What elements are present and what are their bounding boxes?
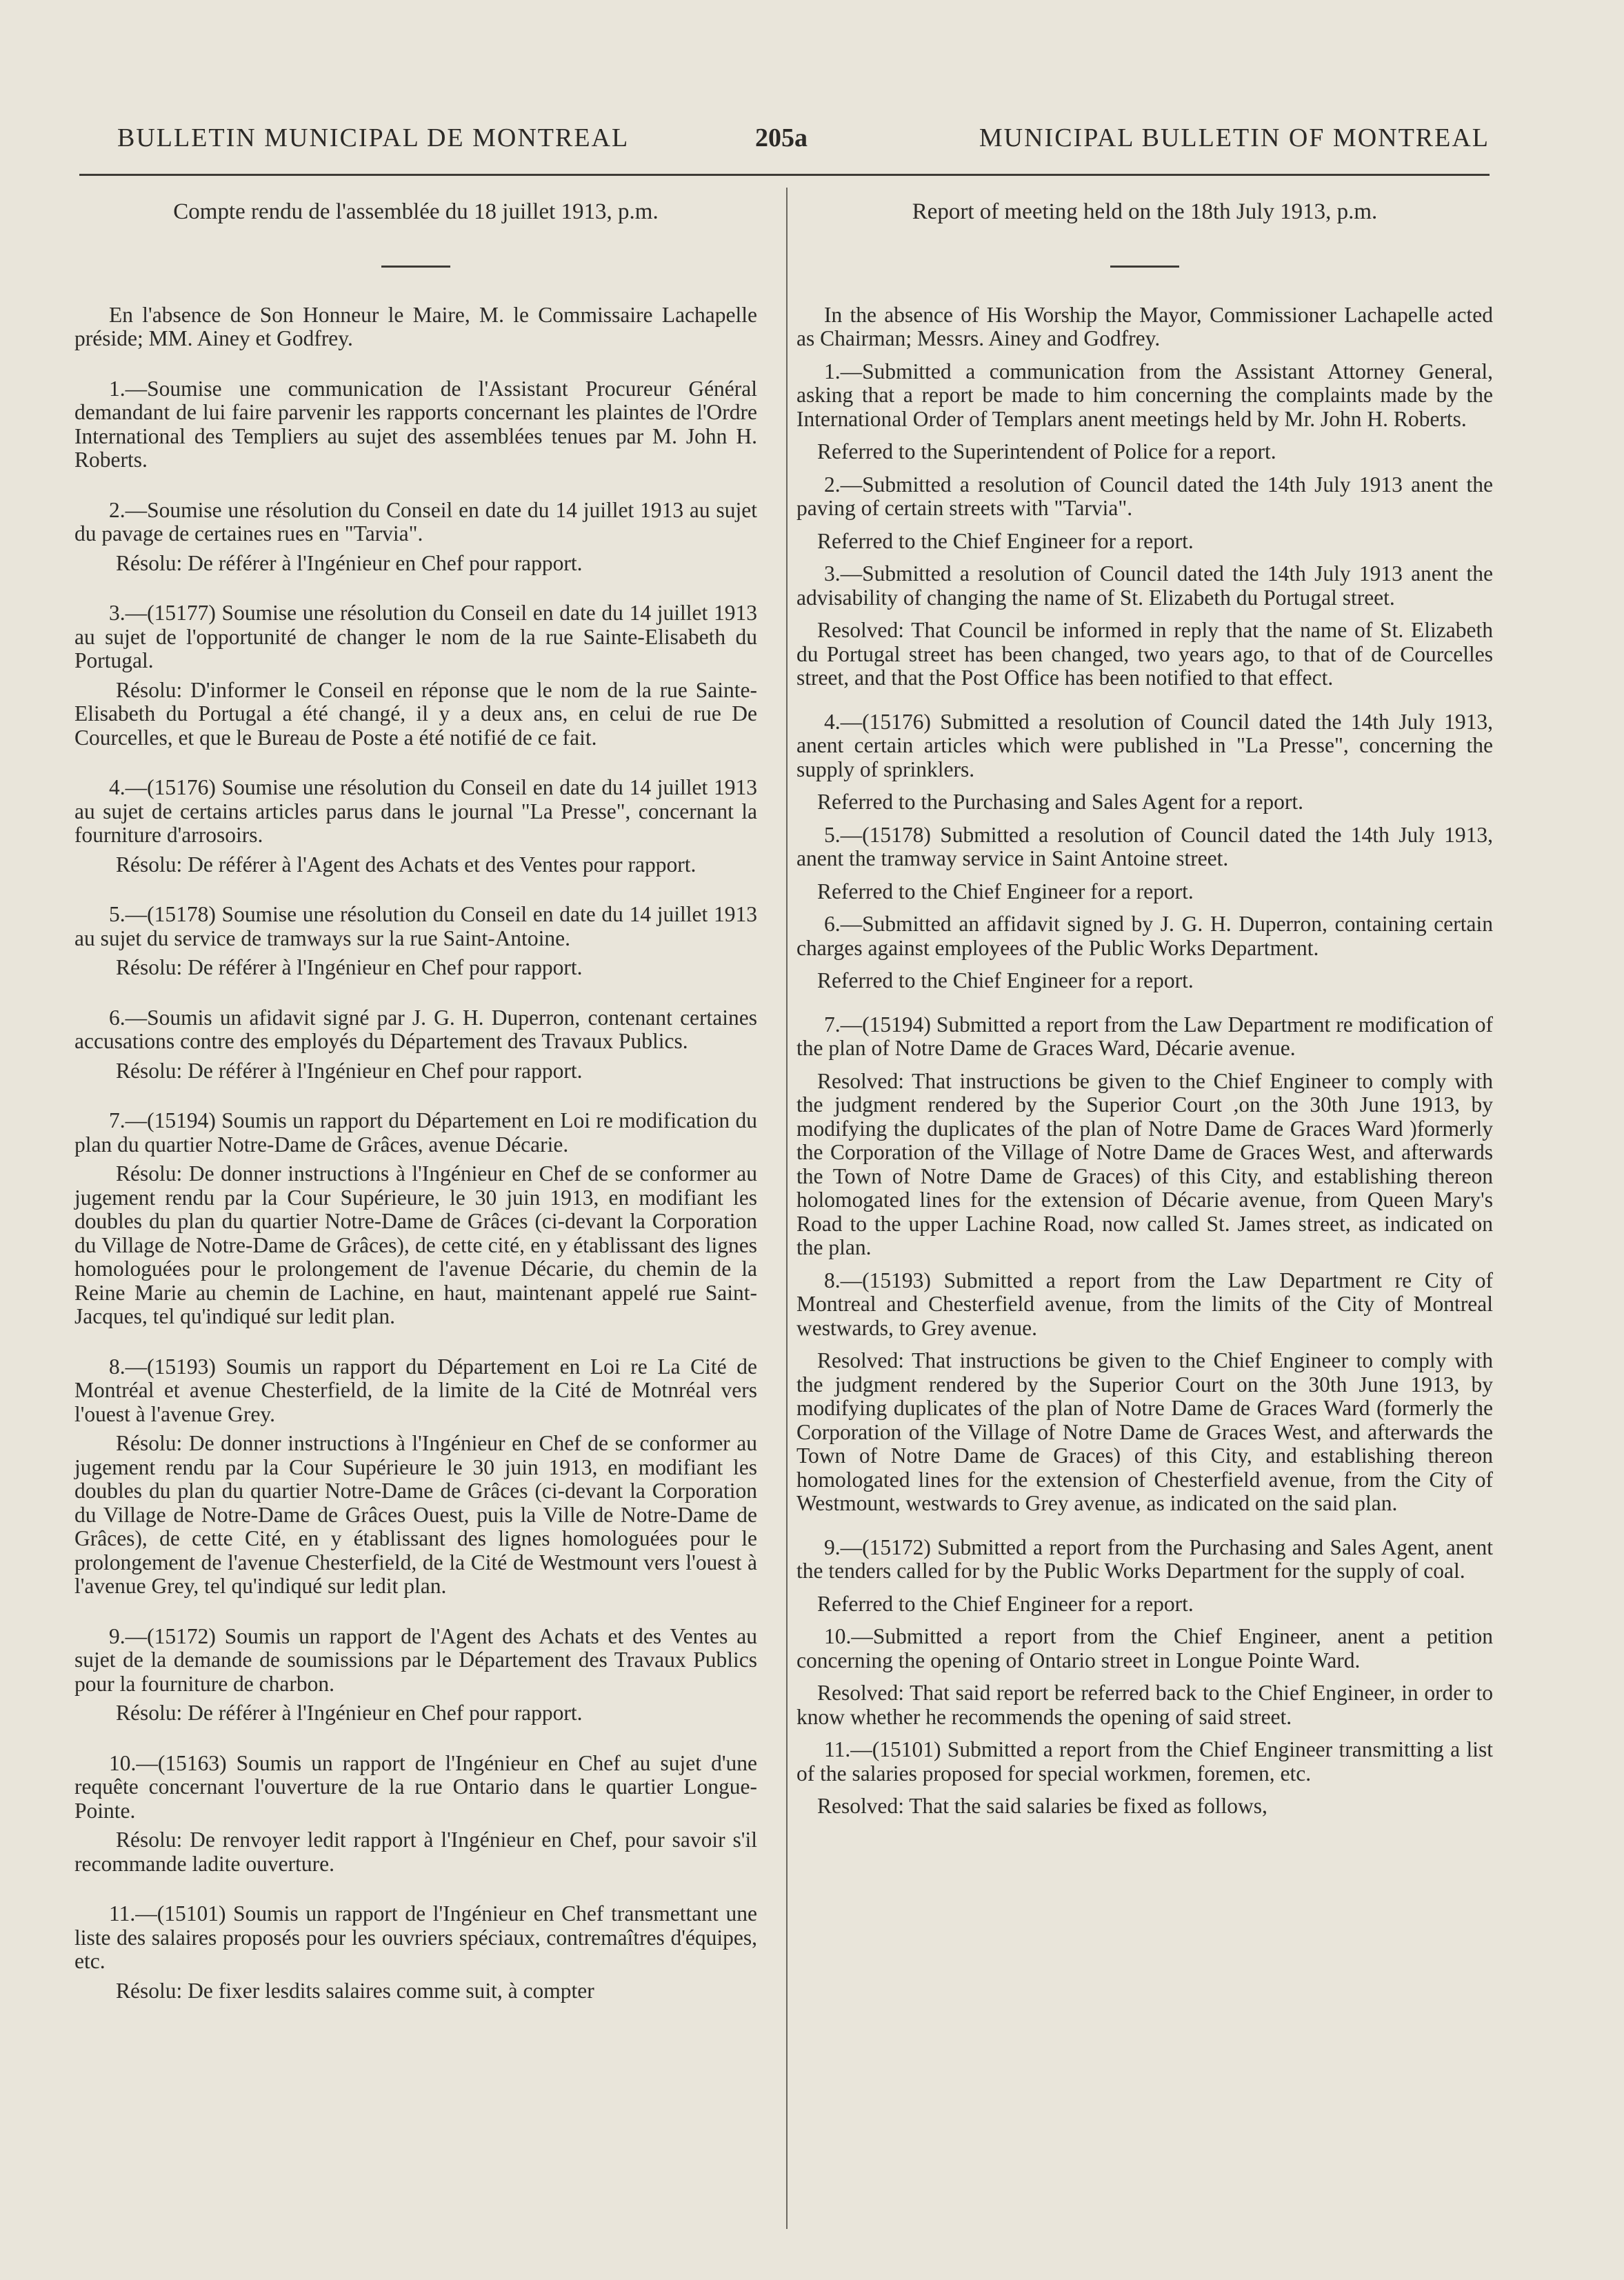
french-column <box>74 200 757 2029</box>
french-item-8: 8.—(15193) Soumis un rapport du Département en Loi re La Cité de Montréal et avenue Chesterfield, de la limite de la Cité de Motnréal vers l'ouest à l'avenue Grey. <box>74 1354 757 1426</box>
french-resolution-3: Résolu: D'informer le Conseil en réponse que le nom de la rue Sainte-Elisabeth du Portugal a été changé, il y a deux ans, en celui de rue De Courcelles, et que le Bureau de Poste a été notifié de ce fait. <box>74 677 757 750</box>
english-gap <box>796 699 1493 710</box>
french-item-5: 5.—(15178) Soumise une résolution du Conseil en date du 14 juillet 1913 au sujet du service de tramways sur la rue Saint-Antoine. <box>74 902 757 950</box>
french-item-2: 2.—Soumise une résolution du Conseil en date du 14 juillet 1913 au sujet du pavage de certaines rues en "Tarvia". <box>74 497 757 546</box>
english-resolution-2: Referred to the Chief Engineer for a report. <box>817 528 1194 553</box>
page-number: 205a <box>755 123 808 152</box>
english-resolution-1: Referred to the Superintendent of Police for a report. <box>817 439 1276 463</box>
header-title-english: MUNICIPAL BULLETIN OF MONTREAL <box>979 123 1490 152</box>
english-intro: In the absence of His Worship the Mayor, Commissioner Lachapelle acted as Chairman; Messrs. Ainey and Godfrey. <box>796 302 1493 350</box>
english-item-4: 4.—(15176) Submitted a resolution of Council dated the 14th July 1913, anent certain articles which were published in "La Presse", concerning the supply of sprinklers. <box>796 709 1493 781</box>
english-resolution-3: Resolved: That Council be informed in reply that the name of St. Elizabeth du Portugal street has been changed, two years ago, to that of de Courcelles street, and that the Post Office has been notified to that effect. <box>796 618 1493 690</box>
english-gap <box>796 1525 1493 1536</box>
english-item-5: 5.—(15178) Submitted a resolution of Council dated the 14th July 1913, anent the tramway service in Saint Antoine street. <box>796 822 1493 870</box>
french-item-4: 4.—(15176) Soumise une résolution du Conseil en date du 14 juillet 1913 au sujet de certains articles parus dans le journal "La Presse", concernant la fourniture d'arrosoirs. <box>74 775 757 847</box>
english-resolution-11: Resolved: That the said salaries be fixed as follows, <box>817 1794 1267 1818</box>
french-resolution-6: Résolu: De référer à l'Ingénieur en Chef pour rapport. <box>116 1058 583 1083</box>
english-resolution-5: Referred to the Chief Engineer for a report. <box>817 879 1194 903</box>
english-resolution-4: Referred to the Purchasing and Sales Agent for a report. <box>817 790 1304 814</box>
english-item-2: 2.—Submitted a resolution of Council dated the 14th July 1913 anent the paving of certain streets with "Tarvia". <box>796 472 1493 520</box>
english-item-10: 10.—Submitted a report from the Chief Engineer, anent a petition concerning the opening of Ontario street in Longue Pointe Ward. <box>796 1624 1493 1672</box>
french-intro: En l'absence de Son Honneur le Maire, M. le Commissaire Lachapelle préside; MM. Ainey et Godfrey. <box>74 302 757 350</box>
english-resolution-8: Resolved: That instructions be given to the Chief Engineer to comply with the judgment rendered by the Superior Court on the 30th June 1913, by modifying duplicates of the plan of Notre Dame de Graces Ward (formerly the Corporation of the Village of Notre Dame de Graces West, and afterwards the Town of Notre Dame de Graces) of this City, and establishing thereon homologated lines for the extension of Chesterfield avenue, from the City of Westmount, westwards to Grey avenue, as indicated on the said plan. <box>796 1348 1493 1515</box>
running-header <box>117 123 1490 164</box>
french-resolution-8: Résolu: De donner instructions à l'Ingénieur en Chef de se conformer au jugement rendu par la Cour Supérieure le 30 juin 1913, en modifiant les doubles du plan du quartier Notre-Dame de Grâces (ci-devant la Corporation du Village de Notre-Dame de Grâces Ouest, puis la Ville de Notre-Dame de Grâces), de cette Cité, en y établissant des lignes homologuées pour le prolongement de l'avenue Chesterfield, de la Cité de Westmount vers l'ouest à l'avenue Grey, tel qu'indiqué sur ledit plan. <box>74 1431 757 1598</box>
english-item-1: 1.—Submitted a communication from the Assistant Attorney General, asking that a report be made to him concerning the complaints made by the International Order of Templars anent meetings held by Mr. John H. Roberts. <box>796 359 1493 431</box>
french-item-3: 3.—(15177) Soumise une résolution du Conseil en date du 14 juillet 1913 au sujet de l'opportunité de changer le nom de la rue Sainte-Elisabeth du Portugal. <box>74 601 757 672</box>
english-column <box>796 200 1493 1828</box>
french-resolution-9: Résolu: De référer à l'Ingénieur en Chef pour rapport. <box>116 1701 583 1725</box>
english-title-rule <box>1110 266 1179 268</box>
english-resolution-9: Referred to the Chief Engineer for a report. <box>817 1591 1194 1616</box>
english-item-7: 7.—(15194) Submitted a report from the Law Department re modification of the plan of Notre Dame de Graces Ward, Décarie avenue. <box>796 1012 1493 1060</box>
english-resolution-6: Referred to the Chief Engineer for a report. <box>817 968 1194 992</box>
english-item-8: 8.—(15193) Submitted a report from the Law Department re City of Montreal and Chesterfield avenue, from the limits of the City of Montreal westwards, to Grey avenue. <box>796 1268 1493 1340</box>
french-item-11: 11.—(15101) Soumis un rapport de l'Ingénieur en Chef transmettant une liste des salaires proposés pour les ouvriers spéciaux, contremaîtres d'équipes, etc. <box>74 1901 757 1973</box>
french-title-rule <box>381 266 450 268</box>
english-item-9: 9.—(15172) Submitted a report from the Purchasing and Sales Agent, anent the tenders called for by the Public Works Department for the supply of coal. <box>796 1534 1493 1583</box>
english-item-6: 6.—Submitted an affidavit signed by J. G. H. Duperron, containing certain charges against employees of the Public Works Department. <box>796 912 1493 960</box>
english-gap <box>796 1002 1493 1013</box>
french-item-7: 7.—(15194) Soumis un rapport du Département en Loi re modification du plan du quartier Notre-Dame de Grâces, avenue Décarie. <box>74 1108 757 1157</box>
french-resolution-11: Résolu: De fixer lesdits salaires comme suit, à compter <box>116 1978 594 2003</box>
french-resolution-5: Résolu: De référer à l'Ingénieur en Chef pour rapport. <box>116 955 583 979</box>
french-item-1: 1.—Soumise une communication de l'Assistant Procureur Général demandant de lui faire parvenir les rapports concernant les plaintes de l'Ordre International des Templiers au sujet des assemblées tenues par M. John H. Roberts. <box>74 376 757 472</box>
english-resolution-10: Resolved: That said report be referred back to the Chief Engineer, in order to know whether he recommends the opening of said street. <box>796 1681 1493 1729</box>
column-divider <box>786 188 788 2229</box>
french-item-10: 10.—(15163) Soumis un rapport de l'Ingénieur en Chef au sujet d'une requête concernant l'ouverture de la rue Ontario dans le quartier Longue-Pointe. <box>74 1750 757 1823</box>
french-title: Compte rendu de l'assemblée du 18 juillet 1913, p.m. <box>173 199 659 224</box>
header-title-french: BULLETIN MUNICIPAL DE MONTREAL <box>117 123 630 152</box>
french-resolution-7: Résolu: De donner instructions à l'Ingénieur en Chef de se conformer au jugement rendu par la Cour Supérieure, le 30 juin 1913, en modifiant les doubles du plan du quartier Notre-Dame de Grâces (ci-devant la Corporation du Village de Notre-Dame de Grâces), de cette cité, en y établissant des lignes homologuées pour le prolongement de l'avenue Décarie, du chemin de la Reine Marie au chemin de Lachine, en haut, maintenant appelé rue Saint-Jacques, tel qu'indiqué sur ledit plan. <box>74 1161 757 1328</box>
english-title: Report of meeting held on the 18th July 1913, p.m. <box>912 199 1378 224</box>
english-item-11: 11.—(15101) Submitted a report from the Chief Engineer transmitting a list of the salaries proposed for special workmen, foremen, etc. <box>796 1737 1493 1786</box>
french-item-6: 6.—Soumis un afidavit signé par J. G. H. Duperron, contenant certaines accusations contre des employés du Département des Travaux Publics. <box>74 1005 757 1053</box>
french-resolution-4: Résolu: De référer à l'Agent des Achats et des Ventes pour rapport. <box>116 852 696 877</box>
french-resolution-2: Résolu: De référer à l'Ingénieur en Chef pour rapport. <box>116 550 583 575</box>
english-item-3: 3.—Submitted a resolution of Council dated the 14th July 1913 anent the advisability of changing the name of St. Elizabeth du Portugal street. <box>796 561 1493 610</box>
english-resolution-7: Resolved: That instructions be given to the Chief Engineer to comply with the judgment rendered by the Superior Court ,on the 30th June 1913, by modifying the duplicates of the plan of Notre Dame de Graces Ward )formerly the Corporation of the Village of Notre Dame de Graces West, and afterwards the Town of Notre Dame de Graces) of this City, and establishing thereon holomogated lines for the extension of Décarie avenue, from Queen Mary's Road to the upper Lachine Road, now called St. James street, as indicated on the plan. <box>796 1068 1493 1259</box>
french-resolution-10: Résolu: De renvoyer ledit rapport à l'Ingénieur en Chef, pour savoir s'il recommande ladite ouverture. <box>74 1828 757 1876</box>
header-rule <box>79 174 1490 176</box>
french-item-9: 9.—(15172) Soumis un rapport de l'Agent des Achats et des Ventes au sujet de la demande de soumissions par le Département des Travaux Publics pour la fourniture de charbon. <box>74 1623 757 1696</box>
